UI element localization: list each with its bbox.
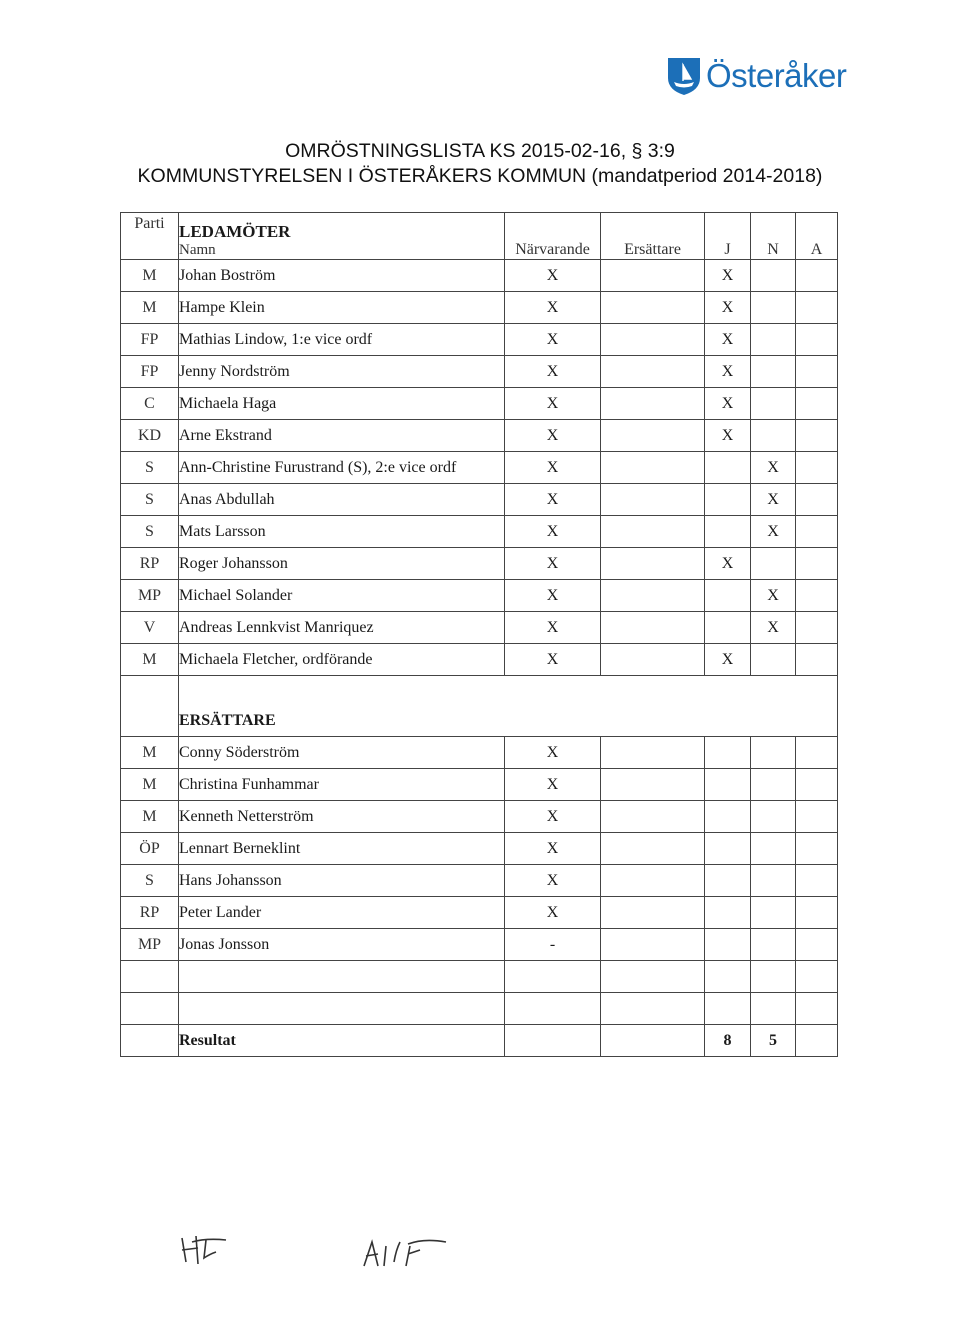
empty-cell <box>179 993 505 1025</box>
substitute-cell <box>601 452 705 484</box>
empty-row <box>121 961 838 993</box>
present-cell: X <box>505 612 601 644</box>
party-cell: M <box>121 801 179 833</box>
member-row <box>121 644 838 676</box>
osteraker-logo <box>666 56 846 96</box>
substitutes-section-row <box>121 676 838 737</box>
empty-cell <box>601 801 705 833</box>
present-cell: X <box>505 548 601 580</box>
abstain-cell <box>796 292 838 324</box>
present-cell: X <box>505 292 601 324</box>
empty-cell <box>121 993 179 1025</box>
empty-cell <box>601 961 705 993</box>
present-cell: X <box>505 737 601 769</box>
abstain-cell <box>796 260 838 292</box>
present-cell: X <box>505 324 601 356</box>
substitute-row <box>121 929 838 961</box>
no-cell: X <box>751 612 796 644</box>
abstain-cell <box>796 324 838 356</box>
member-row <box>121 388 838 420</box>
logo-text: Österåker <box>706 57 847 94</box>
present-cell: X <box>505 484 601 516</box>
yes-cell: X <box>705 356 751 388</box>
abstain-cell <box>796 612 838 644</box>
result-abstain-count <box>796 1025 838 1057</box>
no-cell: X <box>751 452 796 484</box>
abstain-cell <box>796 420 838 452</box>
party-cell: S <box>121 865 179 897</box>
empty-cell <box>601 865 705 897</box>
no-cell: X <box>751 484 796 516</box>
yes-cell <box>705 612 751 644</box>
empty-cell <box>705 961 751 993</box>
substitutes-section-title: ERSÄTTARE <box>179 676 838 737</box>
name-cell: Mathias Lindow, 1:e vice ordf <box>179 324 505 356</box>
abstain-cell <box>796 516 838 548</box>
empty-cell <box>751 769 796 801</box>
name-cell: Christina Funhammar <box>179 769 505 801</box>
substitute-cell <box>601 644 705 676</box>
members-section-title: LEDAMÖTER <box>179 222 291 241</box>
party-cell <box>121 1025 179 1057</box>
empty-cell <box>796 833 838 865</box>
party-cell: M <box>121 737 179 769</box>
name-cell: Michaela Haga <box>179 388 505 420</box>
party-cell: M <box>121 292 179 324</box>
party-cell: M <box>121 260 179 292</box>
substitute-row <box>121 801 838 833</box>
party-column-header: Parti <box>121 213 179 260</box>
name-column-header <box>179 213 505 260</box>
member-row <box>121 356 838 388</box>
abstain-cell <box>796 548 838 580</box>
substitute-row <box>121 833 838 865</box>
present-cell: X <box>505 388 601 420</box>
no-cell: X <box>751 516 796 548</box>
present-cell: X <box>505 897 601 929</box>
member-row <box>121 420 838 452</box>
present-cell: X <box>505 769 601 801</box>
party-cell: V <box>121 612 179 644</box>
signature-left <box>176 1228 236 1272</box>
party-cell: C <box>121 388 179 420</box>
substitute-cell <box>601 388 705 420</box>
empty-row <box>121 993 838 1025</box>
yes-cell: X <box>705 260 751 292</box>
abstain-cell <box>796 580 838 612</box>
empty-cell <box>751 897 796 929</box>
name-cell: Hampe Klein <box>179 292 505 324</box>
empty-cell <box>705 737 751 769</box>
empty-cell <box>705 993 751 1025</box>
present-cell: X <box>505 356 601 388</box>
empty-cell <box>601 897 705 929</box>
name-cell: Lennart Berneklint <box>179 833 505 865</box>
no-cell <box>751 644 796 676</box>
party-cell: KD <box>121 420 179 452</box>
empty-cell <box>179 961 505 993</box>
name-cell: Roger Johansson <box>179 548 505 580</box>
yes-cell: X <box>705 644 751 676</box>
party-cell: RP <box>121 897 179 929</box>
result-yes-count: 8 <box>705 1025 751 1057</box>
abstain-column-header: A <box>796 213 838 260</box>
name-cell: Conny Söderström <box>179 737 505 769</box>
member-row <box>121 260 838 292</box>
name-cell: Arne Ekstrand <box>179 420 505 452</box>
party-cell: MP <box>121 580 179 612</box>
empty-cell <box>751 993 796 1025</box>
empty-cell <box>796 929 838 961</box>
empty-cell <box>601 833 705 865</box>
abstain-cell <box>796 356 838 388</box>
namn-label: Namn <box>179 242 216 258</box>
party-cell: FP <box>121 324 179 356</box>
name-cell: Johan Boström <box>179 260 505 292</box>
name-cell: Ann-Christine Furustrand (S), 2:e vice ordf <box>179 452 505 484</box>
present-cell: X <box>505 420 601 452</box>
substitute-column-header: Ersättare <box>601 213 705 260</box>
member-row <box>121 452 838 484</box>
party-cell: M <box>121 644 179 676</box>
no-cell <box>751 420 796 452</box>
substitute-cell <box>601 324 705 356</box>
party-cell <box>121 676 179 737</box>
table-header-row <box>121 213 838 260</box>
coat-of-arms-icon <box>666 56 702 96</box>
empty-cell <box>601 929 705 961</box>
empty-cell <box>121 961 179 993</box>
substitute-cell <box>601 484 705 516</box>
abstain-cell <box>796 484 838 516</box>
present-cell: X <box>505 833 601 865</box>
abstain-cell <box>796 452 838 484</box>
empty-cell <box>796 769 838 801</box>
name-cell: Kenneth Netterström <box>179 801 505 833</box>
yes-cell: X <box>705 420 751 452</box>
member-row <box>121 292 838 324</box>
no-cell: X <box>751 580 796 612</box>
substitute-cell <box>601 292 705 324</box>
empty-cell <box>751 801 796 833</box>
empty-cell <box>751 961 796 993</box>
empty-cell <box>505 993 601 1025</box>
result-label: Resultat <box>179 1025 505 1057</box>
name-cell: Hans Johansson <box>179 865 505 897</box>
abstain-cell <box>796 644 838 676</box>
empty-cell <box>751 929 796 961</box>
empty-cell <box>601 737 705 769</box>
substitute-cell <box>601 580 705 612</box>
party-cell: S <box>121 452 179 484</box>
name-cell: Andreas Lennkvist Manriquez <box>179 612 505 644</box>
document-title: OMRÖSTNINGSLISTA KS 2015-02-16, § 3:9 <box>285 140 675 162</box>
substitute-cell <box>601 420 705 452</box>
substitute-row <box>121 865 838 897</box>
empty-cell <box>601 769 705 801</box>
name-cell: Jenny Nordström <box>179 356 505 388</box>
yes-cell <box>705 484 751 516</box>
yes-cell: X <box>705 388 751 420</box>
name-cell: Michael Solander <box>179 580 505 612</box>
no-cell <box>751 548 796 580</box>
present-cell: - <box>505 929 601 961</box>
vote-table <box>120 212 838 1057</box>
present-cell: X <box>505 516 601 548</box>
empty-cell <box>705 897 751 929</box>
empty-cell <box>705 801 751 833</box>
yes-column-header: J <box>705 213 751 260</box>
yes-cell: X <box>705 292 751 324</box>
empty-cell <box>505 961 601 993</box>
party-cell: ÖP <box>121 833 179 865</box>
name-cell: Anas Abdullah <box>179 484 505 516</box>
name-cell: Michaela Fletcher, ordförande <box>179 644 505 676</box>
no-cell <box>751 292 796 324</box>
name-cell: Mats Larsson <box>179 516 505 548</box>
party-cell: S <box>121 516 179 548</box>
empty-cell <box>751 865 796 897</box>
substitute-cell <box>601 356 705 388</box>
empty-cell <box>705 833 751 865</box>
member-row <box>121 580 838 612</box>
yes-cell: X <box>705 548 751 580</box>
empty-cell <box>751 737 796 769</box>
empty-cell <box>796 801 838 833</box>
substitute-row <box>121 769 838 801</box>
empty-cell <box>601 1025 705 1057</box>
yes-cell <box>705 452 751 484</box>
present-cell: X <box>505 865 601 897</box>
substitute-cell <box>601 260 705 292</box>
substitute-cell <box>601 612 705 644</box>
empty-cell <box>796 865 838 897</box>
empty-cell <box>796 993 838 1025</box>
party-cell: RP <box>121 548 179 580</box>
party-cell: M <box>121 769 179 801</box>
substitute-row <box>121 897 838 929</box>
no-cell <box>751 324 796 356</box>
present-cell: X <box>505 644 601 676</box>
signature-right <box>356 1232 456 1276</box>
party-cell: FP <box>121 356 179 388</box>
substitute-cell <box>601 548 705 580</box>
present-column-header: Närvarande <box>505 213 601 260</box>
yes-cell <box>705 580 751 612</box>
yes-cell: X <box>705 324 751 356</box>
empty-cell <box>601 993 705 1025</box>
party-cell: S <box>121 484 179 516</box>
yes-cell <box>705 516 751 548</box>
no-cell <box>751 388 796 420</box>
empty-cell <box>796 737 838 769</box>
party-cell: MP <box>121 929 179 961</box>
empty-cell <box>796 897 838 929</box>
member-row <box>121 548 838 580</box>
present-cell: X <box>505 260 601 292</box>
substitute-cell <box>601 516 705 548</box>
no-cell <box>751 260 796 292</box>
document-subtitle: KOMMUNSTYRELSEN I ÖSTERÅKERS KOMMUN (mandatperiod 2014-2018) <box>137 165 823 187</box>
empty-cell <box>705 929 751 961</box>
name-cell: Peter Lander <box>179 897 505 929</box>
present-cell: X <box>505 801 601 833</box>
member-row <box>121 516 838 548</box>
substitute-row <box>121 737 838 769</box>
no-column-header: N <box>751 213 796 260</box>
empty-cell <box>505 1025 601 1057</box>
empty-cell <box>751 833 796 865</box>
result-no-count: 5 <box>751 1025 796 1057</box>
name-cell: Jonas Jonsson <box>179 929 505 961</box>
no-cell <box>751 356 796 388</box>
member-row <box>121 324 838 356</box>
empty-cell <box>705 769 751 801</box>
present-cell: X <box>505 452 601 484</box>
result-row <box>121 1025 838 1057</box>
member-row <box>121 612 838 644</box>
member-row <box>121 484 838 516</box>
abstain-cell <box>796 388 838 420</box>
empty-cell <box>796 961 838 993</box>
empty-cell <box>705 865 751 897</box>
present-cell: X <box>505 580 601 612</box>
